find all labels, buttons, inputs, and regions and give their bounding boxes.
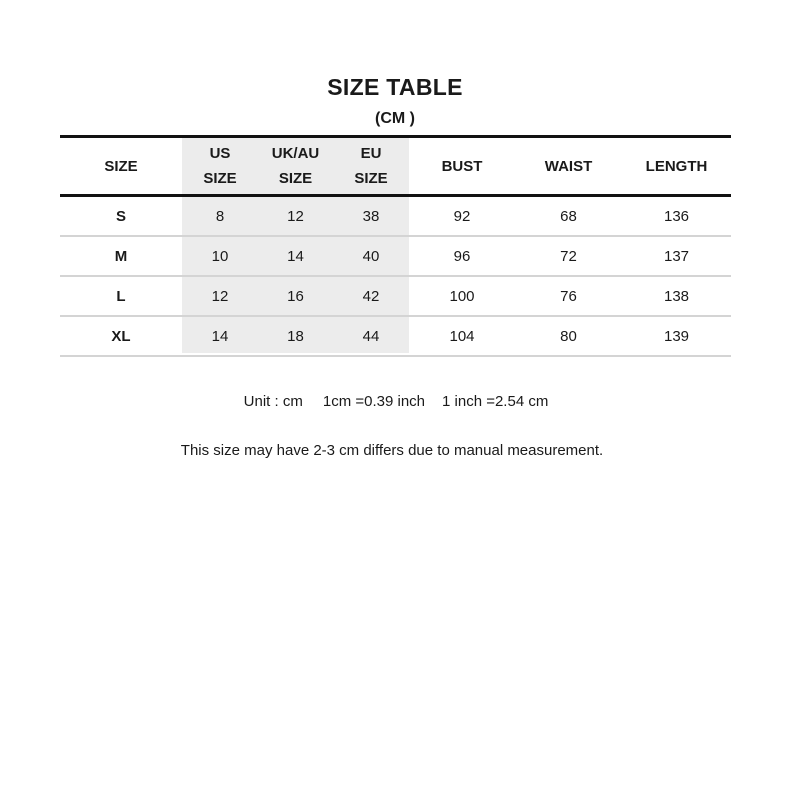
length-cell: 136 xyxy=(622,196,731,237)
header-eu-sub: SIZE xyxy=(354,170,388,187)
length-cell: 137 xyxy=(622,236,731,276)
table-row xyxy=(60,236,731,276)
header-us-sub: SIZE xyxy=(203,170,237,187)
us-size-cell: 14 xyxy=(182,316,258,356)
eu-size-cell: 40 xyxy=(333,236,409,276)
table-row xyxy=(60,196,731,237)
waist-cell: 68 xyxy=(515,196,622,237)
header-ukau-size xyxy=(258,137,333,196)
header-waist xyxy=(515,137,622,196)
header-ukau-label: UK/AU xyxy=(271,145,320,162)
us-size-cell: 10 xyxy=(182,236,258,276)
bust-cell: 92 xyxy=(409,196,515,237)
header-bust xyxy=(409,137,515,196)
eu-size-cell: 38 xyxy=(333,196,409,237)
measurement-disclaimer: This size may have 2-3 cm differs due to manual measurement. xyxy=(180,442,604,459)
bust-cell: 104 xyxy=(409,316,515,356)
us-size-cell: 8 xyxy=(182,196,258,237)
length-cell: 139 xyxy=(622,316,731,356)
table-row xyxy=(60,276,731,316)
inch-to-cm-label: 1 inch =2.54 cm xyxy=(442,393,549,410)
ukau-size-cell: 18 xyxy=(258,316,333,356)
size-cell: S xyxy=(60,196,182,237)
ukau-size-cell: 14 xyxy=(258,236,333,276)
header-us-size xyxy=(182,137,258,196)
header-eu-size xyxy=(333,137,409,196)
unit-conversion-note xyxy=(0,392,792,412)
waist-cell: 76 xyxy=(515,276,622,316)
header-us-label: US xyxy=(209,145,231,162)
header-size xyxy=(60,137,182,196)
ukau-size-cell: 16 xyxy=(258,276,333,316)
length-cell: 138 xyxy=(622,276,731,316)
header-size-label: SIZE xyxy=(104,157,138,175)
ukau-size-cell: 12 xyxy=(258,196,333,237)
table-row xyxy=(60,316,731,356)
eu-size-cell: 42 xyxy=(333,276,409,316)
size-cell: XL xyxy=(60,316,182,356)
unit-subtitle: (CM ) xyxy=(375,110,415,127)
unit-label: Unit : cm xyxy=(243,393,303,410)
header-ukau-sub: SIZE xyxy=(278,170,313,187)
header-length-label: LENGTH xyxy=(645,157,708,175)
header-bust-label: BUST xyxy=(441,157,483,175)
bust-cell: 96 xyxy=(409,236,515,276)
size-cell: L xyxy=(60,276,182,316)
cm-to-inch-label: 1cm =0.39 inch xyxy=(322,393,426,410)
waist-cell: 72 xyxy=(515,236,622,276)
us-size-cell: 12 xyxy=(182,276,258,316)
waist-cell: 80 xyxy=(515,316,622,356)
header-length xyxy=(622,137,731,196)
page-title: SIZE TABLE xyxy=(327,74,463,100)
size-cell: M xyxy=(60,236,182,276)
eu-size-cell: 44 xyxy=(333,316,409,356)
table-header-row xyxy=(60,137,731,196)
header-eu-label: EU xyxy=(360,145,382,162)
bust-cell: 100 xyxy=(409,276,515,316)
header-waist-label: WAIST xyxy=(544,157,593,175)
size-table xyxy=(60,135,731,357)
